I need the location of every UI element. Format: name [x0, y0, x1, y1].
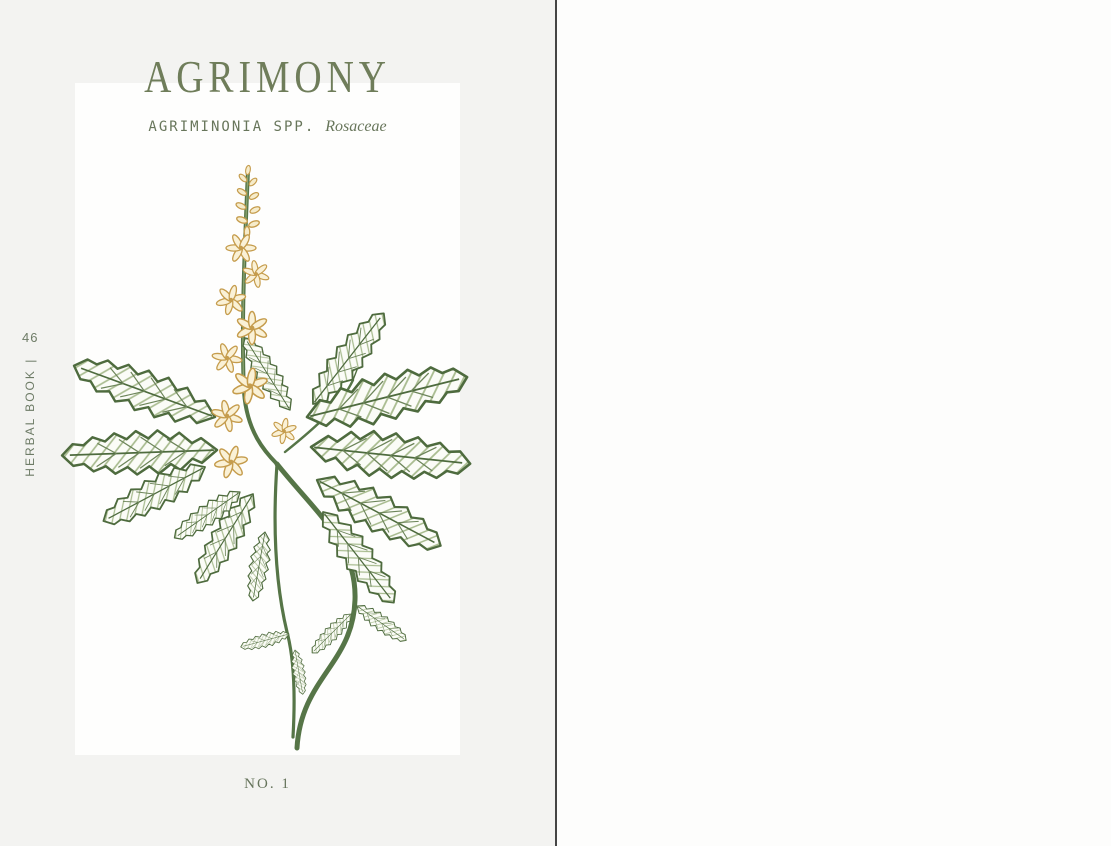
plate-number: NO. 1 — [244, 776, 291, 792]
left-page-edge — [22, 330, 38, 477]
leaves — [61, 303, 472, 695]
divider: | — [23, 358, 38, 364]
left-page-number: 46 — [22, 330, 39, 345]
family-name: Rosaceae — [325, 118, 387, 135]
plant-subtitle — [75, 118, 460, 136]
left-running-title: HERBAL BOOK| — [23, 358, 38, 477]
illustration-plate-box — [75, 83, 460, 755]
page-title: AGRIMONY — [144, 51, 391, 102]
right-page — [557, 0, 1111, 846]
latin-name: AGRIMINONIA SPP. — [148, 119, 316, 135]
agrimony-illustration — [55, 162, 485, 762]
